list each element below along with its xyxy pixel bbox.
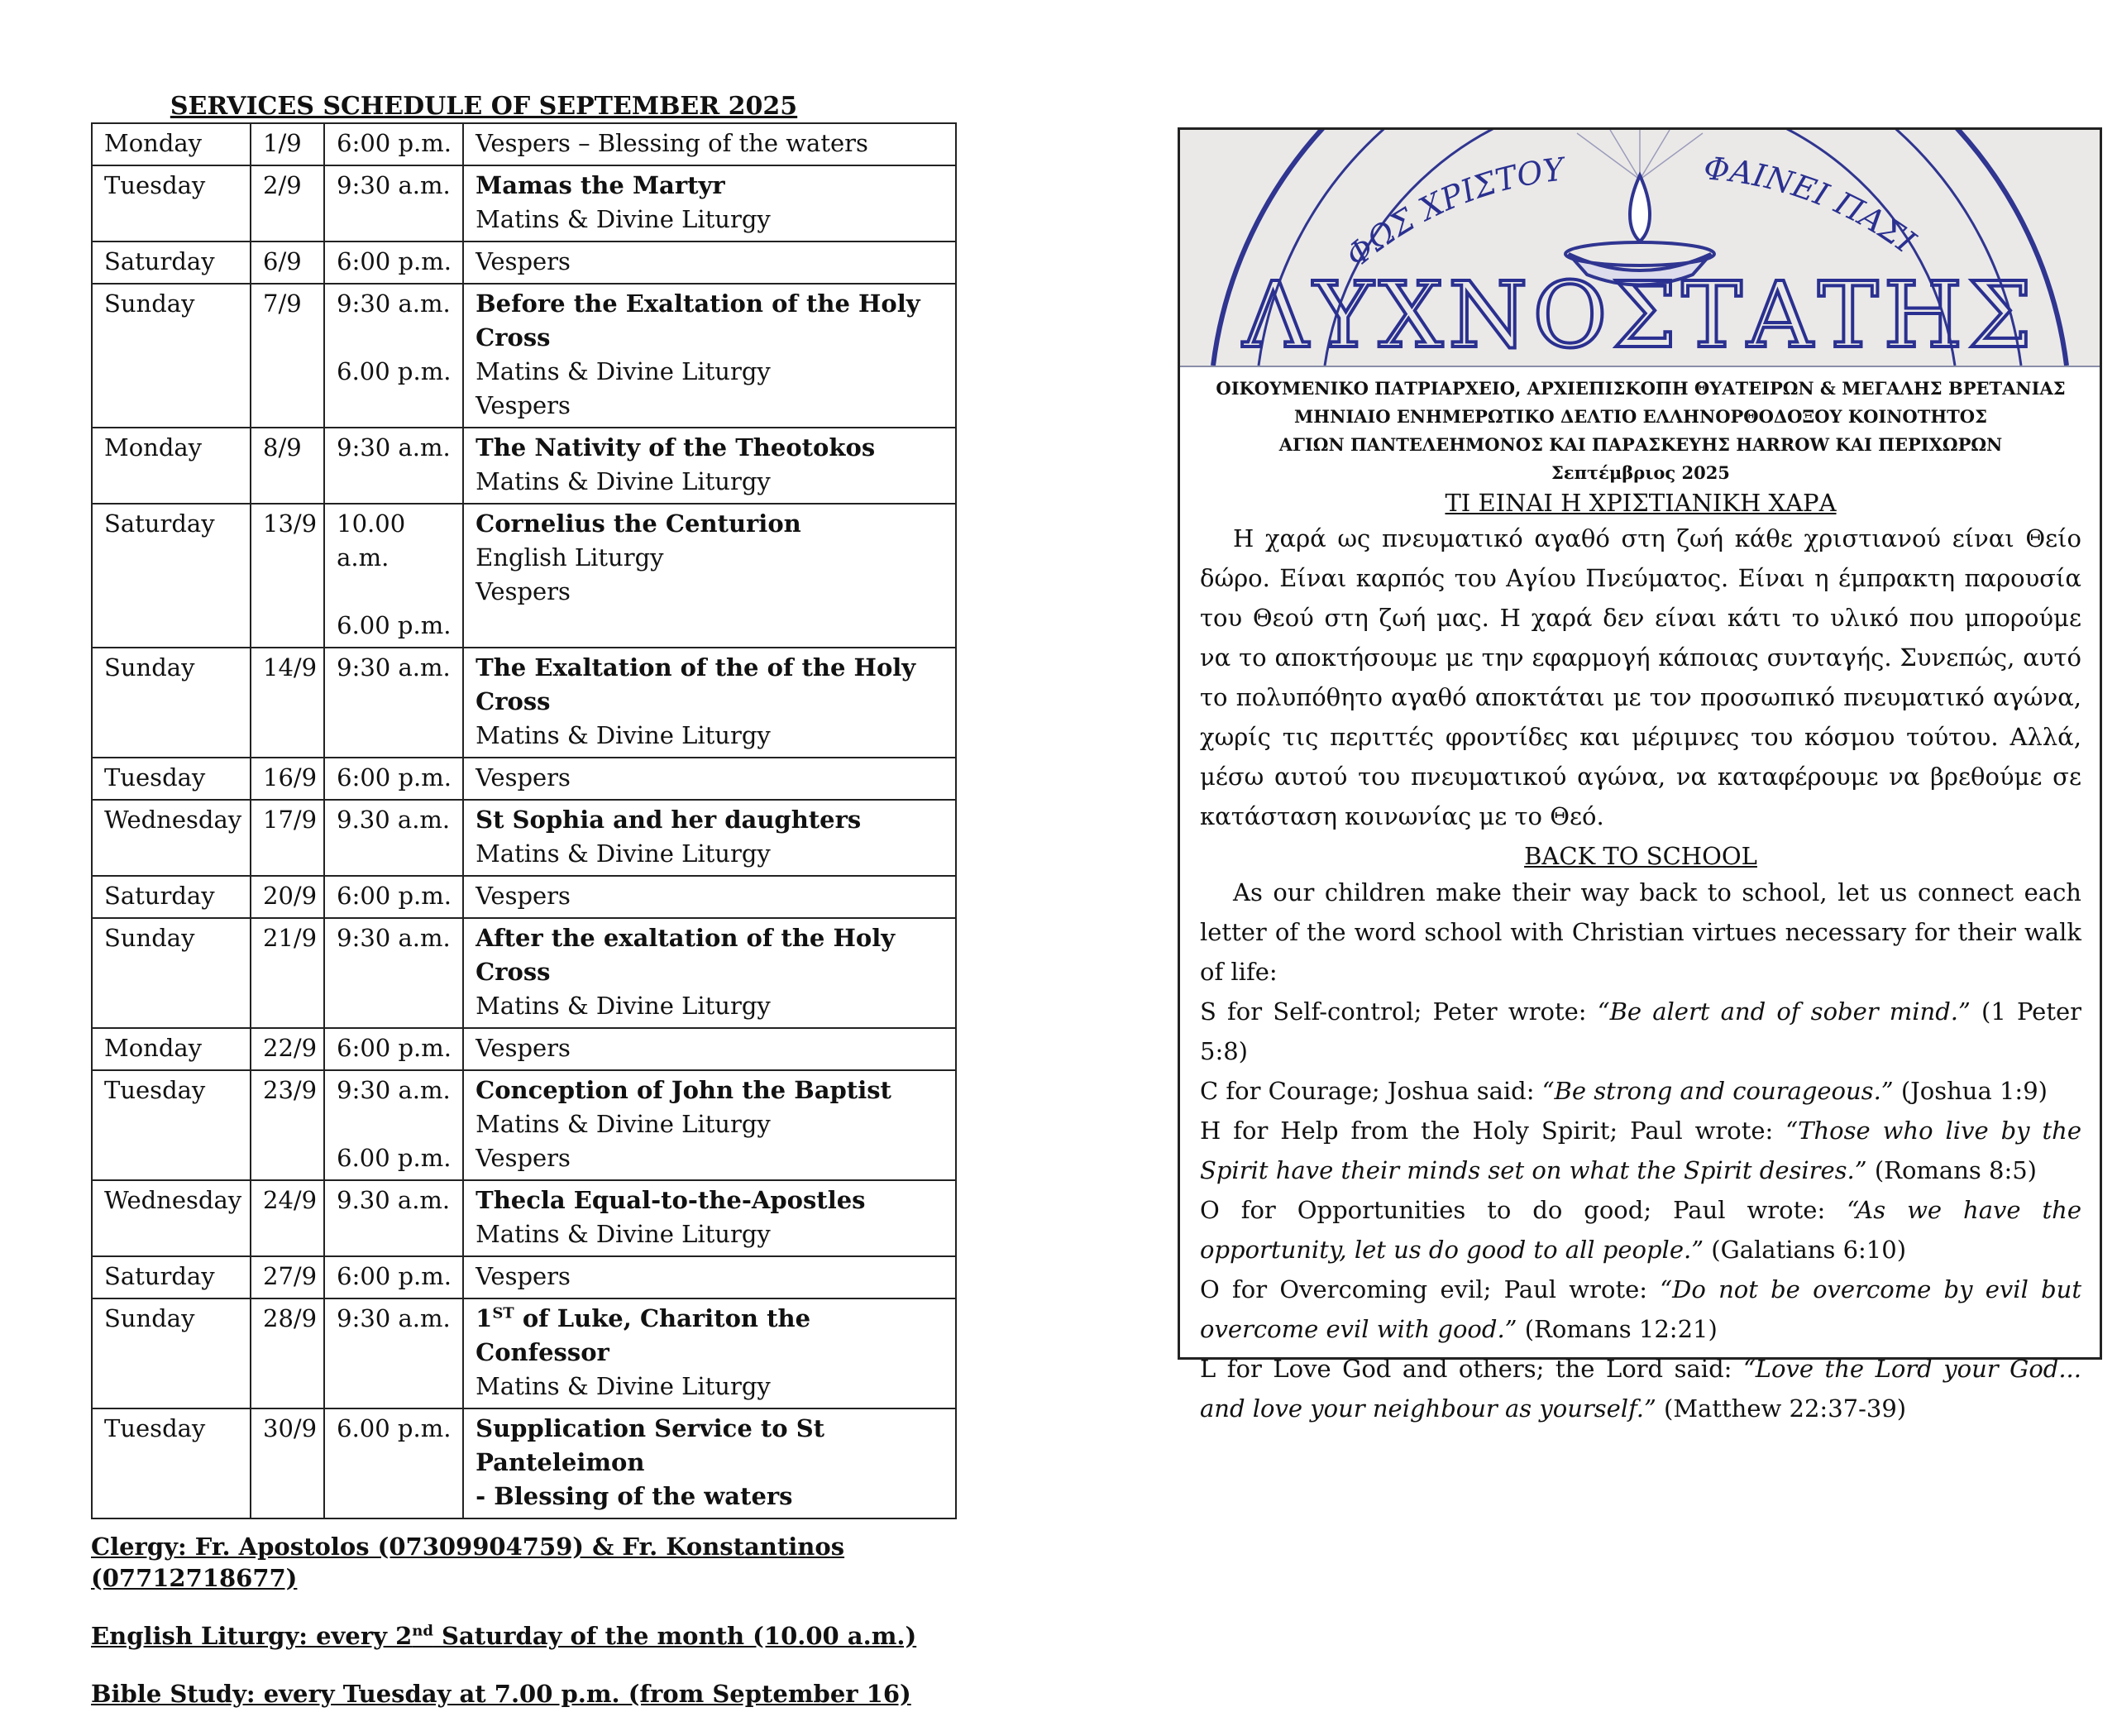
schedule-date: 21/9 [251,918,324,1028]
schedule-description [463,428,956,504]
schedule-time [324,165,463,242]
schedule-day: Tuesday [92,165,251,242]
header-line-2: ΜΗΝΙΑΙΟ ΕΝΗΜΕΡΩΤΙΚΟ ΔΕΛΤΙΟ ΕΛΛΗΝΟΡΘΟΔΟΞΟΥ ΚΟΙΝΟΤΗΤΟΣ [1294,406,1987,427]
lychnostatis-banner [1180,130,2100,367]
schedule-service-line: Matins & Divine Liturgy [475,1220,771,1248]
schedule-day: Tuesday [92,1408,251,1518]
school-intro: As our children make their way back to school, let us connect each letter of the word school with Christian virtues necessary for their walk of life: [1200,878,2081,986]
schedule-day: Sunday [92,918,251,1028]
newsletter-content [1200,375,2081,1428]
schedule-row [92,1180,956,1256]
schedule-description [463,242,956,284]
schedule-date: 24/9 [251,1180,324,1256]
bible-study-note: Bible Study: every Tuesday at 7.00 p.m. (from September 16) [91,1680,911,1708]
virtue-item: O for Opportunities to do good; Paul wrote: “As we have the opportunity, let us do good to all people.” (Galatians 6:10) [1200,1196,2081,1264]
schedule-time-line: 9:30 a.m. [337,1304,451,1332]
greek-article-text: Η χαρά ως πνευματικό αγαθό στη ζωή κάθε χριστιανού είναι Θείο δώρο. Είναι καρπός του Αγίου Πνεύματος. Είναι η έμπρακτη παρουσία του Θεού στη ζωή μας. Η χαρά δεν είναι κάτι το υλικό που μπορούμε να το αποκτήσουμε με την εφαρμογή κάποιας συνταγής. Συνεπώς, αυτό το πολυπόθητο αγαθό αποκτάται με τον προσωπικό πνευματικό αγώνα, χωρίς τις περιττές φροντίδες και μέριμνες του κόσμου τούτου. Αλλά, μέσω αυτού του πνευματικού αγώνα, να καταφέρουμε να βρεθούμε σε κατάσταση κοινωνίας με το Θεό. [1200,524,2081,830]
schedule-row [92,876,956,918]
schedule-date: 2/9 [251,165,324,242]
english-note-sup: nd [412,1622,433,1640]
schedule-time [324,1028,463,1070]
schedule-title: SERVICES SCHEDULE OF SEPTEMBER 2025 [170,92,798,121]
schedule-description [463,758,956,800]
schedule-day: Monday [92,428,251,504]
schedule-description [463,1256,956,1298]
schedule-time-line: 9:30 a.m. [337,1076,451,1104]
schedule-service-line: Matins & Divine Liturgy [475,205,771,233]
header-date: Σεπτέμβριος 2025 [1551,462,1730,483]
schedule-day: Sunday [92,648,251,758]
schedule-row [92,504,956,648]
schedule-time-line: 6.00 p.m. [337,357,452,385]
banner-arc-right: ΦΑΙΝΕΙ ΠΑΣΙ [1702,150,1923,261]
schedule-service-line: Supplication Service to St Panteleimon [475,1414,825,1476]
schedule-table [91,122,957,1519]
schedule-time-line: 6:00 p.m. [337,247,452,275]
schedule-time [324,1070,463,1180]
schedule-time-line: 6:00 p.m. [337,882,452,910]
schedule-service-line: Vespers – Blessing of the waters [475,129,868,157]
schedule-description [463,1298,956,1408]
header-line-1: ΟΙΚΟΥΜΕΝΙΚΟ ΠΑΤΡΙΑΡΧΕΙΟ, ΑΡΧΙΕΠΙΣΚΟΠΗ ΘΥΑΤΕΙΡΩΝ & ΜΕΓΑΛΗΣ ΒΡΕΤΑΝΙΑΣ [1216,378,2066,399]
schedule-time-line: 6:00 p.m. [337,1262,452,1290]
schedule-date: 8/9 [251,428,324,504]
schedule-day: Saturday [92,1256,251,1298]
schedule-row [92,648,956,758]
lamp-logo-image [1180,130,2100,366]
schedule-date: 13/9 [251,504,324,648]
schedule-time-line: 6.00 p.m. [337,1144,452,1172]
schedule-time-line: 9:30 a.m. [337,433,451,461]
schedule-service-line: The Exaltation of the of the Holy Cross [475,653,916,715]
schedule-row [92,1408,956,1518]
schedule-service-line: - Blessing of the waters [475,1482,793,1510]
schedule-service-line: 1ST of Luke, Chariton the Confessor [475,1304,811,1366]
schedule-row [92,242,956,284]
header-line-3: ΑΓΙΩΝ ΠΑΝΤΕΛΕΗΜΟΝΟΣ ΚΑΙ ΠΑΡΑΣΚΕΥΗΣ HARROW ΚΑΙ ΠΕΡΙΧΩΡΩΝ [1278,434,2003,455]
schedule-date: 30/9 [251,1408,324,1518]
schedule-time [324,1408,463,1518]
schedule-row [92,1256,956,1298]
schedule-description [463,1070,956,1180]
virtue-item: S for Self-control; Peter wrote: “Be alert and of sober mind.” (1 Peter 5:8) [1200,997,2081,1065]
schedule-row [92,165,956,242]
schedule-date: 7/9 [251,284,324,428]
schedule-description [463,1180,956,1256]
schedule-service-line: Matins & Divine Liturgy [475,721,771,749]
schedule-row [92,800,956,876]
schedule-date: 16/9 [251,758,324,800]
newsletter-page [1178,127,2102,1423]
schedule-day: Tuesday [92,1070,251,1180]
schedule-description [463,876,956,918]
schedule-time-line: 6.00 p.m. [337,611,452,639]
schedule-time-line: 10.00 a.m. [337,509,406,571]
schedule-day: Sunday [92,1298,251,1408]
schedule-service-line: Conception of John the Baptist [475,1076,891,1104]
schedule-day: Wednesday [92,1180,251,1256]
schedule-service-line: Vespers [475,763,571,791]
schedule-time [324,648,463,758]
schedule-date: 22/9 [251,1028,324,1070]
schedule-time [324,504,463,648]
schedule-service-line: Cornelius the Centurion [475,509,801,538]
schedule-description [463,800,956,876]
schedule-time [324,876,463,918]
schedule-service-line: Vespers [475,882,571,910]
schedule-service-line: Matins & Divine Liturgy [475,839,771,868]
schedule-time [324,123,463,165]
schedule-time [324,428,463,504]
virtue-item: H for Help from the Holy Spirit; Paul wrote: “Those who live by the Spirit have their minds set on what the Spirit desires.” (Romans 8:5) [1200,1117,2082,1184]
schedule-service-line: English Liturgy [475,543,664,571]
schedule-service-line: Vespers [475,1144,571,1172]
schedule-time [324,1298,463,1408]
schedule-time-line: 6:00 p.m. [337,1034,452,1062]
schedule-time [324,758,463,800]
schedule-row [92,1298,956,1408]
schedule-time-line: 9:30 a.m. [337,289,451,318]
schedule-time [324,1256,463,1298]
virtue-item: O for Overcoming evil; Paul wrote: “Do not be overcome by evil but overcome evil with good.” (Romans 12:21) [1200,1275,2081,1343]
schedule-service-line: Before the Exaltation of the Holy Cross [475,289,920,352]
schedule-day: Wednesday [92,800,251,876]
schedule-date: 28/9 [251,1298,324,1408]
schedule-day: Sunday [92,284,251,428]
schedule-description [463,1408,956,1518]
schedule-row [92,1028,956,1070]
schedule-time-line: 9:30 a.m. [337,171,451,199]
schedule-time-line: 6:00 p.m. [337,763,452,791]
banner-title: ΛΥΧΝΟΣΤΑΤΗΣ [1242,262,2038,366]
schedule-service-line: After the exaltation of the Holy Cross [475,924,896,986]
schedule-service-line: Vespers [475,247,571,275]
schedule-description [463,918,956,1028]
schedule-service-line: Vespers [475,1034,571,1062]
schedule-row [92,123,956,165]
schedule-day: Saturday [92,876,251,918]
schedule-service-line: Mamas the Martyr [475,171,725,199]
schedule-time-line [337,1107,456,1141]
schedule-description [463,504,956,648]
schedule-service-line: Thecla Equal-to-the-Apostles [475,1186,866,1214]
schedule-date: 17/9 [251,800,324,876]
schedule-service-line: Vespers [475,1262,571,1290]
schedule-time [324,242,463,284]
school-title: BACK TO SCHOOL [1524,842,1757,870]
schedule-date: 6/9 [251,242,324,284]
schedule-service-line: St Sophia and her daughters [475,806,862,834]
schedule-day: Tuesday [92,758,251,800]
schedule-time-line: 6.00 p.m. [337,1414,452,1442]
school-virtues-list [1200,992,2081,1428]
schedule-time-line [337,321,456,355]
schedule-row [92,284,956,428]
schedule-service-line: Vespers [475,391,571,419]
schedule-description [463,1028,956,1070]
clergy-note: Clergy: Fr. Apostolos (07309904759) & Fr. Konstantinos (07712718677) [91,1533,845,1592]
schedule-date: 14/9 [251,648,324,758]
schedule-time-line: 9:30 a.m. [337,924,451,952]
schedule-row [92,1070,956,1180]
banner-arc-left: ΦΩΣ ΧΡΙΣΤΟΥ [1338,151,1566,275]
schedule-description [463,648,956,758]
schedule-time [324,918,463,1028]
schedule-day: Monday [92,123,251,165]
schedule-service-line: Matins & Divine Liturgy [475,992,771,1020]
schedule-notes [91,1531,959,1710]
english-note-rest: Saturday of the month (10.00 a.m.) [432,1622,917,1650]
schedule-service-line: Matins & Divine Liturgy [475,1110,771,1138]
schedule-description [463,284,956,428]
greek-article-title: ΤΙ ΕΙΝΑΙ Η ΧΡΙΣΤΙΑΝΙΚΗ ΧΑΡΑ [1445,489,1837,517]
schedule-time [324,1180,463,1256]
english-liturgy-note [91,1620,959,1652]
schedule-service-line: The Nativity of the Theotokos [475,433,876,461]
schedule-time-line: 9.30 a.m. [337,1186,451,1214]
schedule-service-line: Matins & Divine Liturgy [475,357,771,385]
schedule-date: 20/9 [251,876,324,918]
schedule-time-line: 9:30 a.m. [337,653,451,681]
virtue-item: C for Courage; Joshua said: “Be strong and courageous.” (Joshua 1:9) [1200,1077,2048,1105]
schedule-service-line: Vespers [475,577,571,605]
schedule-day: Saturday [92,504,251,648]
schedule-row [92,758,956,800]
virtue-item: L for Love God and others; the Lord said: “Love the Lord your God... and love your neighbour as yourself.” (Matthew 22:37-39) [1200,1355,2081,1423]
schedule-time-line [337,575,456,609]
schedule-row [92,428,956,504]
schedule-description [463,165,956,242]
schedule-date: 27/9 [251,1256,324,1298]
schedule-day: Saturday [92,242,251,284]
schedule-service-line: Matins & Divine Liturgy [475,1372,771,1400]
schedule-time [324,800,463,876]
schedule-day: Monday [92,1028,251,1070]
schedule-date: 1/9 [251,123,324,165]
schedule-description [463,123,956,165]
schedule-page [91,91,959,1736]
schedule-date: 23/9 [251,1070,324,1180]
schedule-service-line: Matins & Divine Liturgy [475,467,771,495]
schedule-time-line: 6:00 p.m. [337,129,452,157]
schedule-time [324,284,463,428]
schedule-time-line: 9.30 a.m. [337,806,451,834]
schedule-row [92,918,956,1028]
english-note-text: English Liturgy: every 2 [91,1622,413,1650]
